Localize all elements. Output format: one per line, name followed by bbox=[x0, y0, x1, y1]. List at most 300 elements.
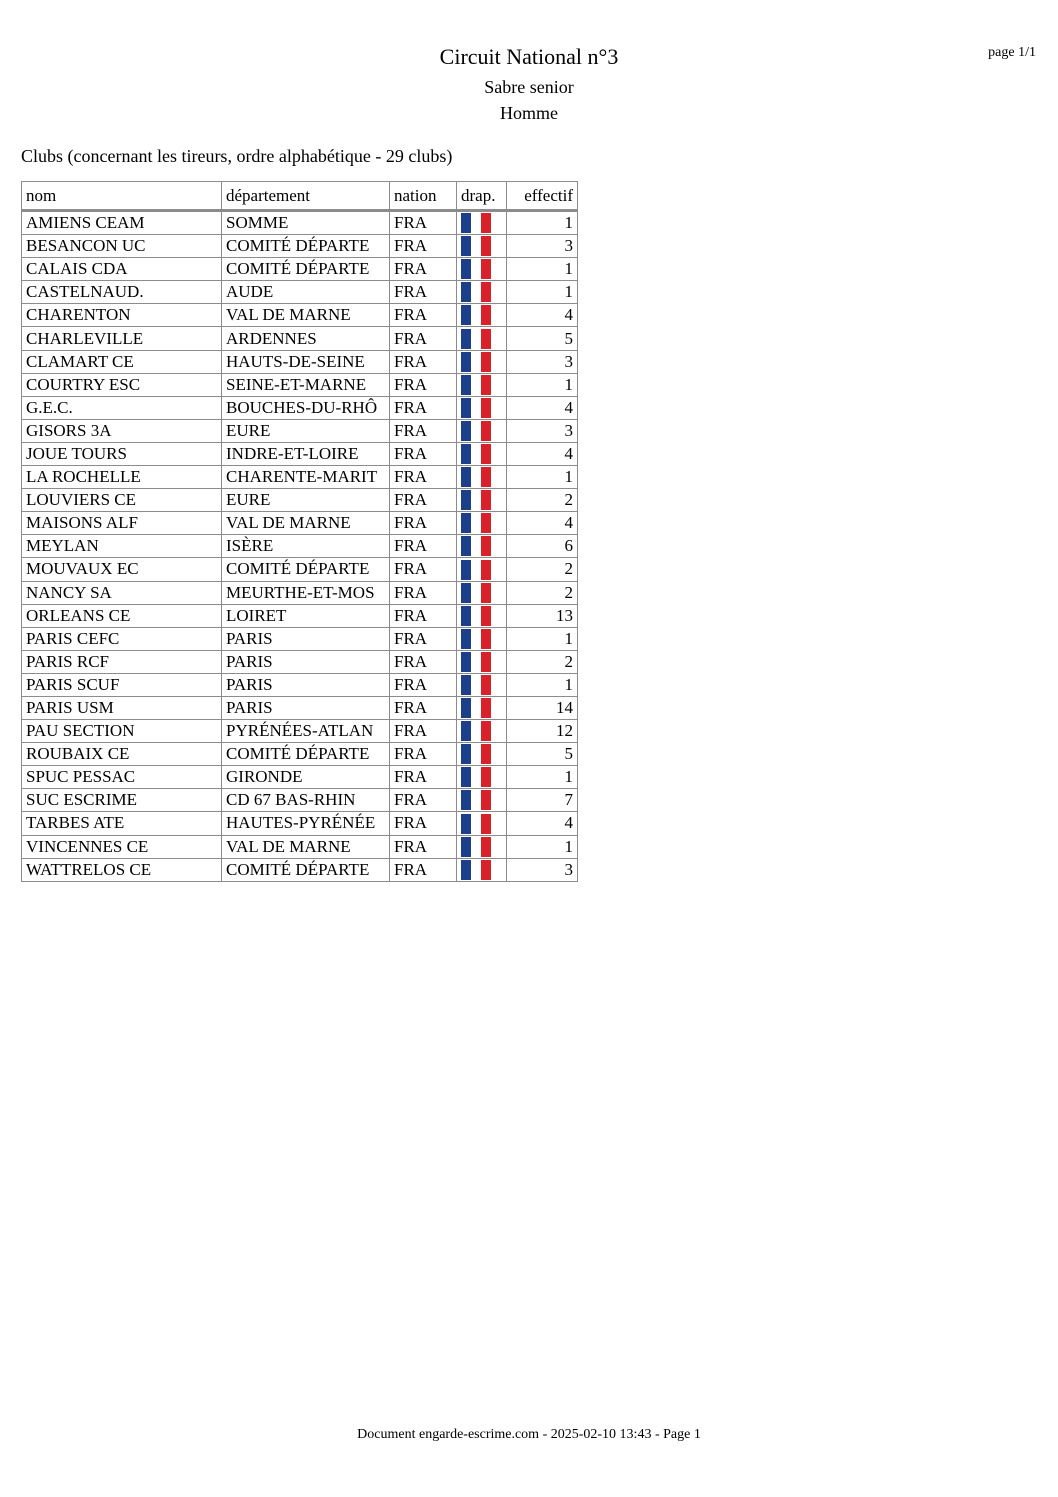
flag-stripe bbox=[481, 814, 491, 834]
document-title: Circuit National n°3 bbox=[439, 44, 619, 69]
club-flag-cell bbox=[457, 535, 507, 558]
club-flag-cell bbox=[457, 812, 507, 835]
club-flag-cell bbox=[457, 673, 507, 696]
flag-stripe bbox=[481, 698, 491, 718]
table-row bbox=[22, 442, 578, 465]
club-name-cell: PARIS USM bbox=[22, 696, 222, 719]
club-departement-cell: COMITÉ DÉPARTE bbox=[222, 743, 390, 766]
club-effectif-cell: 2 bbox=[507, 489, 578, 512]
flag-stripe bbox=[471, 560, 481, 580]
france-flag-icon bbox=[461, 513, 491, 533]
flag-stripe bbox=[481, 259, 491, 279]
flag-stripe bbox=[471, 467, 481, 487]
club-name-cell: LA ROCHELLE bbox=[22, 466, 222, 489]
table-row bbox=[22, 535, 578, 558]
flag-stripe bbox=[471, 282, 481, 302]
club-flag-cell bbox=[457, 835, 507, 858]
france-flag-icon bbox=[461, 814, 491, 834]
table-row bbox=[22, 304, 578, 327]
flag-stripe bbox=[471, 490, 481, 510]
club-name-cell: CHARLEVILLE bbox=[22, 327, 222, 350]
flag-stripe bbox=[461, 513, 471, 533]
club-nation-cell: FRA bbox=[390, 627, 457, 650]
table-row bbox=[22, 373, 578, 396]
table-row bbox=[22, 650, 578, 673]
flag-stripe bbox=[471, 421, 481, 441]
france-flag-icon bbox=[461, 721, 491, 741]
table-row bbox=[22, 720, 578, 743]
club-effectif-cell: 2 bbox=[507, 581, 578, 604]
flag-stripe bbox=[471, 767, 481, 787]
table-row bbox=[22, 281, 578, 304]
club-name-cell: COURTRY ESC bbox=[22, 373, 222, 396]
club-flag-cell bbox=[457, 650, 507, 673]
flag-stripe bbox=[471, 375, 481, 395]
france-flag-icon bbox=[461, 837, 491, 857]
club-flag-cell bbox=[457, 466, 507, 489]
club-departement-cell: MEURTHE-ET-MOS bbox=[222, 581, 390, 604]
flag-stripe bbox=[481, 860, 491, 880]
flag-stripe bbox=[481, 282, 491, 302]
club-nation-cell: FRA bbox=[390, 650, 457, 673]
club-name-cell: VINCENNES CE bbox=[22, 835, 222, 858]
club-departement-cell: EURE bbox=[222, 489, 390, 512]
club-nation-cell: FRA bbox=[390, 258, 457, 281]
france-flag-icon bbox=[461, 560, 491, 580]
flag-stripe bbox=[481, 744, 491, 764]
flag-stripe bbox=[461, 352, 471, 372]
club-name-cell: AMIENS CEAM bbox=[22, 211, 222, 235]
club-name-cell: CHARENTON bbox=[22, 304, 222, 327]
club-departement-cell: VAL DE MARNE bbox=[222, 512, 390, 535]
club-effectif-cell: 7 bbox=[507, 789, 578, 812]
club-name-cell: SPUC PESSAC bbox=[22, 766, 222, 789]
club-name-cell: ORLEANS CE bbox=[22, 604, 222, 627]
france-flag-icon bbox=[461, 305, 491, 325]
club-nation-cell: FRA bbox=[390, 235, 457, 258]
flag-stripe bbox=[481, 444, 491, 464]
club-effectif-cell: 6 bbox=[507, 535, 578, 558]
club-nation-cell: FRA bbox=[390, 789, 457, 812]
club-departement-cell: VAL DE MARNE bbox=[222, 835, 390, 858]
flag-stripe bbox=[471, 513, 481, 533]
club-departement-cell: COMITÉ DÉPARTE bbox=[222, 235, 390, 258]
club-departement-cell: PYRÉNÉES-ATLAN bbox=[222, 720, 390, 743]
flag-stripe bbox=[461, 398, 471, 418]
club-effectif-cell: 2 bbox=[507, 558, 578, 581]
club-departement-cell: COMITÉ DÉPARTE bbox=[222, 558, 390, 581]
france-flag-icon bbox=[461, 421, 491, 441]
club-name-cell: PAU SECTION bbox=[22, 720, 222, 743]
flag-stripe bbox=[471, 583, 481, 603]
table-row bbox=[22, 419, 578, 442]
flag-stripe bbox=[471, 398, 481, 418]
section-title: Clubs (concernant les tireurs, ordre alphabétique - 29 clubs) bbox=[21, 146, 453, 166]
club-name-cell: CLAMART CE bbox=[22, 350, 222, 373]
document-footer: Document engarde-escrime.com - 2025-02-10 13:43 - Page 1 bbox=[357, 1427, 701, 1442]
club-departement-cell: CHARENTE-MARIT bbox=[222, 466, 390, 489]
club-name-cell: ROUBAIX CE bbox=[22, 743, 222, 766]
club-nation-cell: FRA bbox=[390, 604, 457, 627]
flag-stripe bbox=[461, 213, 471, 233]
flag-stripe bbox=[461, 652, 471, 672]
france-flag-icon bbox=[461, 444, 491, 464]
flag-stripe bbox=[481, 560, 491, 580]
flag-stripe bbox=[461, 629, 471, 649]
club-name-cell: SUC ESCRIME bbox=[22, 789, 222, 812]
club-departement-cell: HAUTS-DE-SEINE bbox=[222, 350, 390, 373]
table-row bbox=[22, 466, 578, 489]
club-nation-cell: FRA bbox=[390, 558, 457, 581]
club-effectif-cell: 2 bbox=[507, 650, 578, 673]
flag-stripe bbox=[471, 721, 481, 741]
club-flag-cell bbox=[457, 581, 507, 604]
flag-stripe bbox=[481, 421, 491, 441]
club-effectif-cell: 13 bbox=[507, 604, 578, 627]
flag-stripe bbox=[481, 721, 491, 741]
flag-stripe bbox=[471, 236, 481, 256]
flag-stripe bbox=[461, 606, 471, 626]
flag-stripe bbox=[461, 444, 471, 464]
flag-stripe bbox=[461, 282, 471, 302]
flag-stripe bbox=[461, 744, 471, 764]
club-departement-cell: PARIS bbox=[222, 650, 390, 673]
club-departement-cell: LOIRET bbox=[222, 604, 390, 627]
france-flag-icon bbox=[461, 767, 491, 787]
page-indicator: page 1/1 bbox=[988, 45, 1036, 60]
club-nation-cell: FRA bbox=[390, 304, 457, 327]
club-effectif-cell: 1 bbox=[507, 281, 578, 304]
club-departement-cell: AUDE bbox=[222, 281, 390, 304]
clubs-table-body bbox=[22, 211, 578, 882]
flag-stripe bbox=[471, 329, 481, 349]
club-effectif-cell: 4 bbox=[507, 396, 578, 419]
club-nation-cell: FRA bbox=[390, 512, 457, 535]
club-effectif-cell: 4 bbox=[507, 812, 578, 835]
france-flag-icon bbox=[461, 490, 491, 510]
table-row bbox=[22, 789, 578, 812]
flag-stripe bbox=[471, 305, 481, 325]
club-departement-cell: VAL DE MARNE bbox=[222, 304, 390, 327]
club-flag-cell bbox=[457, 258, 507, 281]
club-name-cell: WATTRELOS CE bbox=[22, 858, 222, 881]
club-flag-cell bbox=[457, 696, 507, 719]
france-flag-icon bbox=[461, 467, 491, 487]
table-row bbox=[22, 696, 578, 719]
club-nation-cell: FRA bbox=[390, 858, 457, 881]
club-nation-cell: FRA bbox=[390, 396, 457, 419]
flag-stripe bbox=[461, 421, 471, 441]
table-row bbox=[22, 396, 578, 419]
club-flag-cell bbox=[457, 789, 507, 812]
club-nation-cell: FRA bbox=[390, 766, 457, 789]
club-flag-cell bbox=[457, 327, 507, 350]
flag-stripe bbox=[481, 652, 491, 672]
table-row bbox=[22, 327, 578, 350]
column-header-drapeau: drap. bbox=[457, 182, 507, 211]
flag-stripe bbox=[471, 213, 481, 233]
france-flag-icon bbox=[461, 213, 491, 233]
club-flag-cell bbox=[457, 512, 507, 535]
column-header-departement: département bbox=[222, 182, 390, 211]
club-effectif-cell: 1 bbox=[507, 373, 578, 396]
club-name-cell: JOUE TOURS bbox=[22, 442, 222, 465]
flag-stripe bbox=[471, 444, 481, 464]
club-flag-cell bbox=[457, 442, 507, 465]
document-subtitle: Sabre senior bbox=[484, 77, 574, 97]
club-effectif-cell: 4 bbox=[507, 512, 578, 535]
flag-stripe bbox=[461, 536, 471, 556]
flag-stripe bbox=[461, 583, 471, 603]
column-header-effectif: effectif bbox=[507, 182, 578, 211]
club-departement-cell: SEINE-ET-MARNE bbox=[222, 373, 390, 396]
club-effectif-cell: 4 bbox=[507, 442, 578, 465]
flag-stripe bbox=[461, 721, 471, 741]
flag-stripe bbox=[481, 213, 491, 233]
france-flag-icon bbox=[461, 790, 491, 810]
table-row bbox=[22, 350, 578, 373]
flag-stripe bbox=[471, 744, 481, 764]
club-departement-cell: PARIS bbox=[222, 627, 390, 650]
club-effectif-cell: 1 bbox=[507, 627, 578, 650]
club-effectif-cell: 5 bbox=[507, 327, 578, 350]
club-departement-cell: PARIS bbox=[222, 673, 390, 696]
club-name-cell: NANCY SA bbox=[22, 581, 222, 604]
club-name-cell: G.E.C. bbox=[22, 396, 222, 419]
club-departement-cell: ISÈRE bbox=[222, 535, 390, 558]
france-flag-icon bbox=[461, 352, 491, 372]
flag-stripe bbox=[481, 352, 491, 372]
france-flag-icon bbox=[461, 675, 491, 695]
club-flag-cell bbox=[457, 396, 507, 419]
flag-stripe bbox=[461, 814, 471, 834]
club-nation-cell: FRA bbox=[390, 327, 457, 350]
table-row bbox=[22, 258, 578, 281]
flag-stripe bbox=[471, 837, 481, 857]
flag-stripe bbox=[481, 767, 491, 787]
table-row bbox=[22, 604, 578, 627]
club-effectif-cell: 3 bbox=[507, 350, 578, 373]
club-nation-cell: FRA bbox=[390, 442, 457, 465]
clubs-table bbox=[21, 181, 578, 882]
club-name-cell: LOUVIERS CE bbox=[22, 489, 222, 512]
club-name-cell: PARIS CEFC bbox=[22, 627, 222, 650]
club-flag-cell bbox=[457, 766, 507, 789]
club-departement-cell: HAUTES-PYRÉNÉE bbox=[222, 812, 390, 835]
club-flag-cell bbox=[457, 235, 507, 258]
club-flag-cell bbox=[457, 489, 507, 512]
club-nation-cell: FRA bbox=[390, 466, 457, 489]
club-flag-cell bbox=[457, 419, 507, 442]
club-name-cell: GISORS 3A bbox=[22, 419, 222, 442]
flag-stripe bbox=[471, 629, 481, 649]
club-effectif-cell: 1 bbox=[507, 211, 578, 235]
club-flag-cell bbox=[457, 304, 507, 327]
club-departement-cell: CD 67 BAS-RHIN bbox=[222, 789, 390, 812]
club-flag-cell bbox=[457, 720, 507, 743]
flag-stripe bbox=[481, 236, 491, 256]
club-name-cell: CASTELNAUD. bbox=[22, 281, 222, 304]
flag-stripe bbox=[481, 675, 491, 695]
flag-stripe bbox=[461, 698, 471, 718]
flag-stripe bbox=[481, 467, 491, 487]
flag-stripe bbox=[481, 305, 491, 325]
flag-stripe bbox=[471, 352, 481, 372]
club-name-cell: MEYLAN bbox=[22, 535, 222, 558]
flag-stripe bbox=[471, 698, 481, 718]
table-row bbox=[22, 858, 578, 881]
club-name-cell: CALAIS CDA bbox=[22, 258, 222, 281]
table-row bbox=[22, 835, 578, 858]
club-flag-cell bbox=[457, 373, 507, 396]
flag-stripe bbox=[471, 536, 481, 556]
table-row bbox=[22, 235, 578, 258]
france-flag-icon bbox=[461, 398, 491, 418]
club-effectif-cell: 1 bbox=[507, 258, 578, 281]
club-effectif-cell: 3 bbox=[507, 858, 578, 881]
flag-stripe bbox=[471, 259, 481, 279]
flag-stripe bbox=[461, 236, 471, 256]
club-flag-cell bbox=[457, 211, 507, 235]
club-departement-cell: COMITÉ DÉPARTE bbox=[222, 858, 390, 881]
table-row bbox=[22, 766, 578, 789]
france-flag-icon bbox=[461, 744, 491, 764]
flag-stripe bbox=[481, 536, 491, 556]
club-nation-cell: FRA bbox=[390, 812, 457, 835]
france-flag-icon bbox=[461, 259, 491, 279]
club-departement-cell: PARIS bbox=[222, 696, 390, 719]
table-row bbox=[22, 673, 578, 696]
flag-stripe bbox=[461, 767, 471, 787]
flag-stripe bbox=[481, 629, 491, 649]
france-flag-icon bbox=[461, 536, 491, 556]
club-nation-cell: FRA bbox=[390, 743, 457, 766]
flag-stripe bbox=[461, 259, 471, 279]
flag-stripe bbox=[471, 790, 481, 810]
club-flag-cell bbox=[457, 350, 507, 373]
flag-stripe bbox=[481, 329, 491, 349]
club-departement-cell: ARDENNES bbox=[222, 327, 390, 350]
france-flag-icon bbox=[461, 236, 491, 256]
france-flag-icon bbox=[461, 860, 491, 880]
club-departement-cell: COMITÉ DÉPARTE bbox=[222, 258, 390, 281]
column-header-nation: nation bbox=[390, 182, 457, 211]
club-nation-cell: FRA bbox=[390, 211, 457, 235]
france-flag-icon bbox=[461, 375, 491, 395]
club-nation-cell: FRA bbox=[390, 281, 457, 304]
document-category: Homme bbox=[500, 103, 558, 123]
flag-stripe bbox=[461, 305, 471, 325]
club-name-cell: MAISONS ALF bbox=[22, 512, 222, 535]
france-flag-icon bbox=[461, 698, 491, 718]
club-flag-cell bbox=[457, 858, 507, 881]
club-flag-cell bbox=[457, 558, 507, 581]
club-departement-cell: INDRE-ET-LOIRE bbox=[222, 442, 390, 465]
club-name-cell: TARBES ATE bbox=[22, 812, 222, 835]
club-nation-cell: FRA bbox=[390, 673, 457, 696]
france-flag-icon bbox=[461, 652, 491, 672]
flag-stripe bbox=[471, 814, 481, 834]
club-effectif-cell: 3 bbox=[507, 419, 578, 442]
flag-stripe bbox=[461, 329, 471, 349]
flag-stripe bbox=[481, 837, 491, 857]
flag-stripe bbox=[481, 490, 491, 510]
club-flag-cell bbox=[457, 743, 507, 766]
club-nation-cell: FRA bbox=[390, 350, 457, 373]
flag-stripe bbox=[461, 490, 471, 510]
table-row bbox=[22, 743, 578, 766]
france-flag-icon bbox=[461, 282, 491, 302]
table-header-row bbox=[22, 182, 578, 211]
club-nation-cell: FRA bbox=[390, 581, 457, 604]
flag-stripe bbox=[461, 860, 471, 880]
flag-stripe bbox=[481, 790, 491, 810]
club-departement-cell: BOUCHES-DU-RHÔ bbox=[222, 396, 390, 419]
flag-stripe bbox=[481, 606, 491, 626]
table-row bbox=[22, 211, 578, 235]
club-departement-cell: GIRONDE bbox=[222, 766, 390, 789]
club-effectif-cell: 14 bbox=[507, 696, 578, 719]
table-row bbox=[22, 558, 578, 581]
flag-stripe bbox=[471, 606, 481, 626]
flag-stripe bbox=[481, 513, 491, 533]
flag-stripe bbox=[461, 837, 471, 857]
club-effectif-cell: 5 bbox=[507, 743, 578, 766]
table-row bbox=[22, 812, 578, 835]
club-effectif-cell: 1 bbox=[507, 673, 578, 696]
flag-stripe bbox=[461, 467, 471, 487]
club-effectif-cell: 12 bbox=[507, 720, 578, 743]
club-nation-cell: FRA bbox=[390, 696, 457, 719]
club-nation-cell: FRA bbox=[390, 489, 457, 512]
table-row bbox=[22, 581, 578, 604]
club-effectif-cell: 1 bbox=[507, 466, 578, 489]
club-name-cell: PARIS RCF bbox=[22, 650, 222, 673]
club-effectif-cell: 1 bbox=[507, 835, 578, 858]
club-name-cell: MOUVAUX EC bbox=[22, 558, 222, 581]
club-nation-cell: FRA bbox=[390, 535, 457, 558]
france-flag-icon bbox=[461, 329, 491, 349]
flag-stripe bbox=[461, 675, 471, 695]
club-nation-cell: FRA bbox=[390, 419, 457, 442]
club-flag-cell bbox=[457, 627, 507, 650]
france-flag-icon bbox=[461, 606, 491, 626]
table-row bbox=[22, 512, 578, 535]
club-nation-cell: FRA bbox=[390, 373, 457, 396]
club-name-cell: BESANCON UC bbox=[22, 235, 222, 258]
club-effectif-cell: 4 bbox=[507, 304, 578, 327]
flag-stripe bbox=[471, 652, 481, 672]
club-flag-cell bbox=[457, 604, 507, 627]
club-name-cell: PARIS SCUF bbox=[22, 673, 222, 696]
club-nation-cell: FRA bbox=[390, 835, 457, 858]
club-effectif-cell: 1 bbox=[507, 766, 578, 789]
column-header-nom: nom bbox=[22, 182, 222, 211]
flag-stripe bbox=[461, 375, 471, 395]
club-nation-cell: FRA bbox=[390, 720, 457, 743]
flag-stripe bbox=[461, 790, 471, 810]
flag-stripe bbox=[471, 860, 481, 880]
flag-stripe bbox=[481, 375, 491, 395]
club-flag-cell bbox=[457, 281, 507, 304]
table-row bbox=[22, 489, 578, 512]
club-departement-cell: SOMME bbox=[222, 211, 390, 235]
club-effectif-cell: 3 bbox=[507, 235, 578, 258]
flag-stripe bbox=[481, 398, 491, 418]
flag-stripe bbox=[481, 583, 491, 603]
flag-stripe bbox=[471, 675, 481, 695]
france-flag-icon bbox=[461, 583, 491, 603]
